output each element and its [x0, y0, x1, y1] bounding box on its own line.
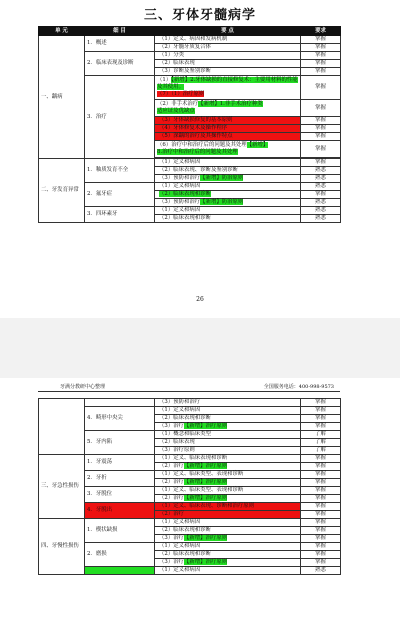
item-cell: [85, 399, 155, 407]
req-cell: 掌握: [301, 399, 341, 407]
point-cell: （1）分类: [155, 52, 301, 60]
point-cell: （2）临床表现和诊断: [155, 551, 301, 559]
syllabus-table-2: [38, 398, 341, 575]
point-cell: （2）临床表现: [155, 439, 301, 447]
point-text: （2）非手术治疗: [157, 101, 199, 107]
req-cell: 了解: [301, 431, 341, 439]
table-row: [39, 399, 341, 407]
table-row: [39, 471, 341, 479]
point-cell: （1）定义和病因: [155, 407, 301, 415]
page-number: 26: [196, 296, 204, 303]
req-cell: 掌握: [301, 36, 341, 44]
item-cell: 4．牙脱出: [85, 503, 155, 519]
point-text: （3）治疗: [159, 559, 184, 565]
point-text: （3）治疗: [159, 423, 184, 429]
req-cell: 掌握: [301, 52, 341, 60]
new-tag: 【新增】防治原则: [200, 199, 244, 205]
point-text: （2）治疗: [159, 479, 184, 485]
new-tag: 【新增】: [246, 142, 269, 148]
item-cell: 3．四环素牙: [85, 207, 155, 223]
unit-cell: 二、牙发育异常: [39, 159, 85, 223]
point-text: （2）治疗: [159, 463, 184, 469]
point-cell: （2）临床表现、诊断及鉴别诊断: [155, 167, 301, 175]
req-cell: 了解: [301, 439, 341, 447]
req-cell: 掌握: [301, 471, 341, 479]
header-left: 牙满分教研中心整理: [60, 384, 106, 390]
item-cell: 4．畸形中央尖: [85, 407, 155, 431]
item-cell: 1．概述: [85, 36, 155, 52]
req-cell: 掌握: [301, 463, 341, 471]
point-cell: [155, 423, 301, 431]
req-cell: 掌握: [301, 125, 341, 133]
new-tag: 【新增】治疗原则: [184, 495, 228, 501]
point-text: （1）: [157, 77, 172, 83]
point-cell: （1）定义和病因: [155, 207, 301, 215]
point-cell: [155, 76, 301, 100]
req-cell: 掌握: [301, 159, 341, 167]
item-cell: 1．楔状缺损: [85, 519, 155, 543]
point-cell: （2）临床表现和诊断: [155, 415, 301, 423]
req-cell: 掌握: [301, 76, 341, 100]
table-header-row: [39, 27, 341, 36]
req-cell: 熟悉: [301, 215, 341, 223]
item-cell: 2．氟牙症: [85, 183, 155, 207]
table-row: [39, 207, 341, 215]
req-cell: 掌握: [301, 551, 341, 559]
req-cell: 掌握: [301, 527, 341, 535]
unit-cell: 一、龋病: [39, 36, 85, 159]
req-cell: 掌握: [301, 503, 341, 511]
point-cell: （2）治疗: [155, 511, 301, 519]
table-row: [39, 76, 341, 100]
point-text: （3）治疗: [159, 535, 184, 541]
req-cell: 掌握: [301, 511, 341, 519]
req-cell: 熟悉: [301, 199, 341, 207]
point-cell: [155, 479, 301, 487]
new-tag: 【新增】防治原则: [200, 175, 244, 181]
item-cell: 2．磨损: [85, 543, 155, 567]
new-tag: 【新增】治疗原则: [184, 559, 228, 565]
req-cell: 熟悉: [301, 207, 341, 215]
req-cell: 掌握: [301, 487, 341, 495]
point-cell: [155, 191, 301, 199]
table-row: [39, 36, 341, 44]
item-cell: 1．釉质发育不全: [85, 159, 155, 183]
point-cell: （3）诊断及鉴别诊断: [155, 68, 301, 76]
req-cell: 掌握: [301, 44, 341, 52]
page-gap: [0, 318, 400, 378]
point-cell: （1）定义和病因: [155, 183, 301, 191]
req-cell: 熟悉: [301, 167, 341, 175]
req-cell: 掌握: [301, 191, 341, 199]
point-cell: （2）临床表现: [155, 60, 301, 68]
header-requirement: 要求: [301, 27, 341, 36]
table-row: [39, 407, 341, 415]
table-row: [39, 567, 341, 575]
point-cell: （3）牙体缺损修复的基本原则: [155, 117, 301, 125]
item-cell: 3．牙脱位: [85, 487, 155, 503]
table-row: [39, 52, 341, 60]
highlight-green: 2.牙体缺损的直接修复术：主要用材料的性能及其使用。: [157, 77, 298, 90]
highlight-green: （2）临床表现和诊断: [159, 191, 211, 197]
point-text: （7）: [157, 91, 172, 97]
req-cell: 掌握: [301, 479, 341, 487]
req-cell: 掌握: [301, 407, 341, 415]
unit-cell: [39, 399, 85, 455]
point-cell: [155, 495, 301, 503]
table-row: [39, 159, 341, 167]
req-cell: 掌握: [301, 519, 341, 527]
point-cell: （1）定义、临床类型、表现和诊断: [155, 487, 301, 495]
point-text: （3）预防和治疗: [159, 175, 201, 181]
point-text: （6）治疗中和治疗后的问题及其处理: [157, 142, 247, 148]
point-cell: （1）定义和病因: [155, 567, 301, 575]
header-unit: 单 元: [39, 27, 85, 36]
highlight-red: （1）治疗原则: [171, 91, 205, 97]
highlight-green: 8.治疗中和治疗后的问题及其处理: [157, 149, 238, 155]
page-header: [38, 382, 340, 392]
unit-cell: 三、牙急性损伤: [39, 455, 85, 519]
req-cell: 掌握: [301, 495, 341, 503]
point-cell: （3）治疗原则: [155, 447, 301, 455]
item-cell: 2．临床表现及诊断: [85, 52, 155, 76]
syllabus-table-1: [38, 26, 341, 223]
item-cell: [85, 567, 155, 575]
point-cell: （2）牙髓牙质复合体: [155, 44, 301, 52]
table-row: [39, 431, 341, 439]
point-cell: （1）概念和临床类型: [155, 431, 301, 439]
req-cell: 掌握: [301, 60, 341, 68]
point-cell: （1）定义、临床表现、诊断和治疗原则: [155, 503, 301, 511]
point-cell: （4）牙体修复术及操作程序: [155, 125, 301, 133]
item-cell: 5．牙内陷: [85, 431, 155, 455]
req-cell: 掌握: [301, 415, 341, 423]
new-tag: 【新增】治疗原则: [184, 479, 228, 485]
new-tag: 【新增】: [171, 77, 191, 83]
req-cell: 掌握: [301, 423, 341, 431]
req-cell: 掌握: [301, 133, 341, 141]
table-row: [39, 487, 341, 495]
req-cell: 掌握: [301, 535, 341, 543]
new-tag: 【新增】1.非手术治疗种类: [198, 101, 263, 107]
point-cell: [155, 175, 301, 183]
point-cell: （1）定义和病因: [155, 159, 301, 167]
req-cell: 掌握: [301, 543, 341, 551]
unit-cell: 四、牙慢性损伤: [39, 519, 85, 575]
header-points: 要 点: [155, 27, 301, 36]
req-cell: 掌握: [301, 455, 341, 463]
document-page-2: [0, 378, 400, 633]
point-cell: （1）定义和病因: [155, 519, 301, 527]
req-cell: 熟悉: [301, 183, 341, 191]
new-tag: 【新增】治疗原则: [184, 535, 228, 541]
point-cell: [155, 100, 301, 117]
table-row: [39, 503, 341, 511]
point-cell: （1）定义和病因: [155, 543, 301, 551]
point-cell: （3）预防和治疗: [155, 399, 301, 407]
item-cell: 3．治疗: [85, 76, 155, 159]
point-cell: （1）定义、临床表现和诊断: [155, 455, 301, 463]
table-row: [39, 183, 341, 191]
req-cell: 熟悉: [301, 567, 341, 575]
section-title: 三、牙体牙髓病学: [143, 8, 256, 23]
req-cell: 掌握: [301, 100, 341, 117]
header-item: 细 目: [85, 27, 155, 36]
table-row: [39, 455, 341, 463]
req-cell: 熟悉: [301, 175, 341, 183]
point-text: （3）预防和治疗: [159, 199, 201, 205]
point-cell: [155, 463, 301, 471]
req-cell: 掌握: [301, 68, 341, 76]
new-tag: 【新增】治疗原则: [184, 463, 228, 469]
point-cell: （5）深龋的治疗及其操作特点: [155, 133, 301, 141]
highlight-green: 适应证及优缺点: [157, 108, 195, 114]
point-text: （2）治疗: [159, 495, 184, 501]
point-cell: （2）临床表现和诊断: [155, 527, 301, 535]
point-cell: [155, 559, 301, 567]
req-cell: 了解: [301, 447, 341, 455]
new-tag: 【新增】治疗原则: [184, 423, 228, 429]
req-cell: 掌握: [301, 117, 341, 125]
req-cell: 掌握: [301, 141, 341, 158]
point-cell: [155, 535, 301, 543]
point-cell: （2）临床表现和诊断: [155, 215, 301, 223]
req-cell: 掌握: [301, 559, 341, 567]
point-cell: （1）定义、临床类型、表现和诊断: [155, 471, 301, 479]
point-cell: [155, 199, 301, 207]
table-row: [39, 519, 341, 527]
header-right: 全国服务电话：400-998-9573: [263, 384, 334, 390]
point-cell: [155, 141, 301, 158]
item-cell: 2．牙折: [85, 471, 155, 487]
table-row: [39, 543, 341, 551]
item-cell: 1．牙震荡: [85, 455, 155, 471]
point-cell: （1）定义、病因和发病机制: [155, 36, 301, 44]
